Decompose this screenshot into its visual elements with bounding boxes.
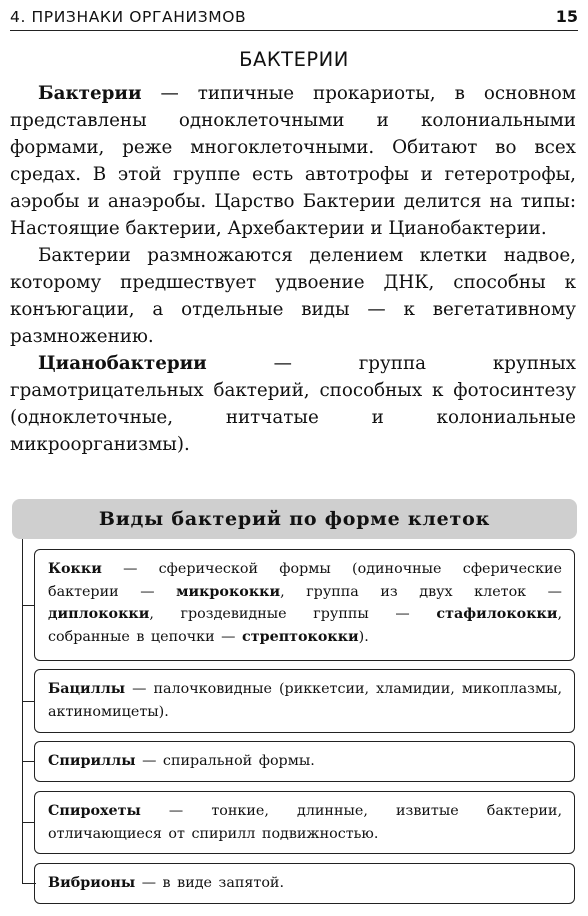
card-text: — палочковидные (риккетсии, хламидии, микоплазмы, актиномицеты). bbox=[48, 681, 562, 720]
chapter-title: 4. ПРИЗНАКИ ОРГАНИЗМОВ bbox=[10, 8, 247, 26]
tree-connector-tick bbox=[22, 822, 34, 823]
card-vibrios bbox=[34, 863, 575, 904]
card-text: , группа из двух клеток — bbox=[280, 583, 562, 600]
card-text: — тонкие, длинные, извитые бактерии, отличающиеся от спирилл подвижностью. bbox=[48, 803, 562, 842]
term-micrococci: микрококки bbox=[176, 583, 281, 600]
tree-connector-tick bbox=[22, 761, 34, 762]
term-bacilli: Бациллы bbox=[48, 681, 126, 697]
card-text: — спиральной формы. bbox=[135, 753, 315, 769]
term-vibrios: Вибрионы bbox=[48, 875, 136, 891]
paragraph-reproduction bbox=[10, 242, 576, 350]
card-spirilla bbox=[34, 741, 575, 782]
card-text: , собранные в цепочки — bbox=[48, 606, 562, 645]
body-text bbox=[10, 80, 576, 458]
paragraph-text: — типичные прокариоты, в основном представлены одноклеточными и колониальными формами, реже многоклеточными. Обитают во всех средах. В этой группе есть автотрофы и гетеротрофы, аэробы и анаэробы. Царство Бактерии делится на типы: Настоящие бактерии, Архебактерии и Цианобактерии. bbox=[10, 83, 576, 239]
table-title: Виды бактерий по форме клеток bbox=[12, 499, 577, 539]
tree-connector-tick bbox=[22, 701, 34, 702]
paragraph-text: — группа крупных грамотрицательных бактерий, способных к фотосинтезу (одноклеточные, нитчатые и колониальные микроорганизмы). bbox=[10, 353, 576, 455]
term-diplococci: диплококки bbox=[48, 606, 150, 622]
term-staphylococci: стафилококки bbox=[436, 606, 558, 622]
tree-connector-line bbox=[22, 539, 23, 883]
card-cocci bbox=[34, 549, 575, 661]
section-title: БАКТЕРИИ bbox=[239, 48, 349, 71]
paragraph-cyanobacteria bbox=[10, 350, 576, 458]
paragraph-bacteria bbox=[10, 80, 576, 242]
term-streptococci: стрептококки bbox=[242, 628, 359, 645]
card-text: ). bbox=[358, 628, 369, 645]
tree-connector-tick bbox=[22, 605, 34, 606]
paragraph-text: Бактерии размножаются делением клетки надвое, которому предшествует удвоение ДНК, способны к конъюгации, а отдельные виды — к вегетативному размножению. bbox=[10, 245, 576, 347]
term-bacteria: Бактерии bbox=[38, 83, 142, 104]
page-number: 15 bbox=[555, 7, 578, 26]
term-spirochetes: Спирохеты bbox=[48, 803, 141, 819]
term-cyanobacteria: Цианобактерии bbox=[38, 353, 207, 374]
card-text: , гроздевидные группы — bbox=[149, 606, 437, 622]
card-spirochetes bbox=[34, 791, 575, 854]
card-text: — сферической формы (одиночные сферические бактерии — bbox=[48, 561, 562, 600]
page-header bbox=[10, 6, 578, 31]
card-bacilli bbox=[34, 669, 575, 733]
term-cocci: Кокки bbox=[48, 561, 102, 577]
card-text: — в виде запятой. bbox=[135, 875, 284, 891]
term-spirilla: Спириллы bbox=[48, 753, 136, 769]
